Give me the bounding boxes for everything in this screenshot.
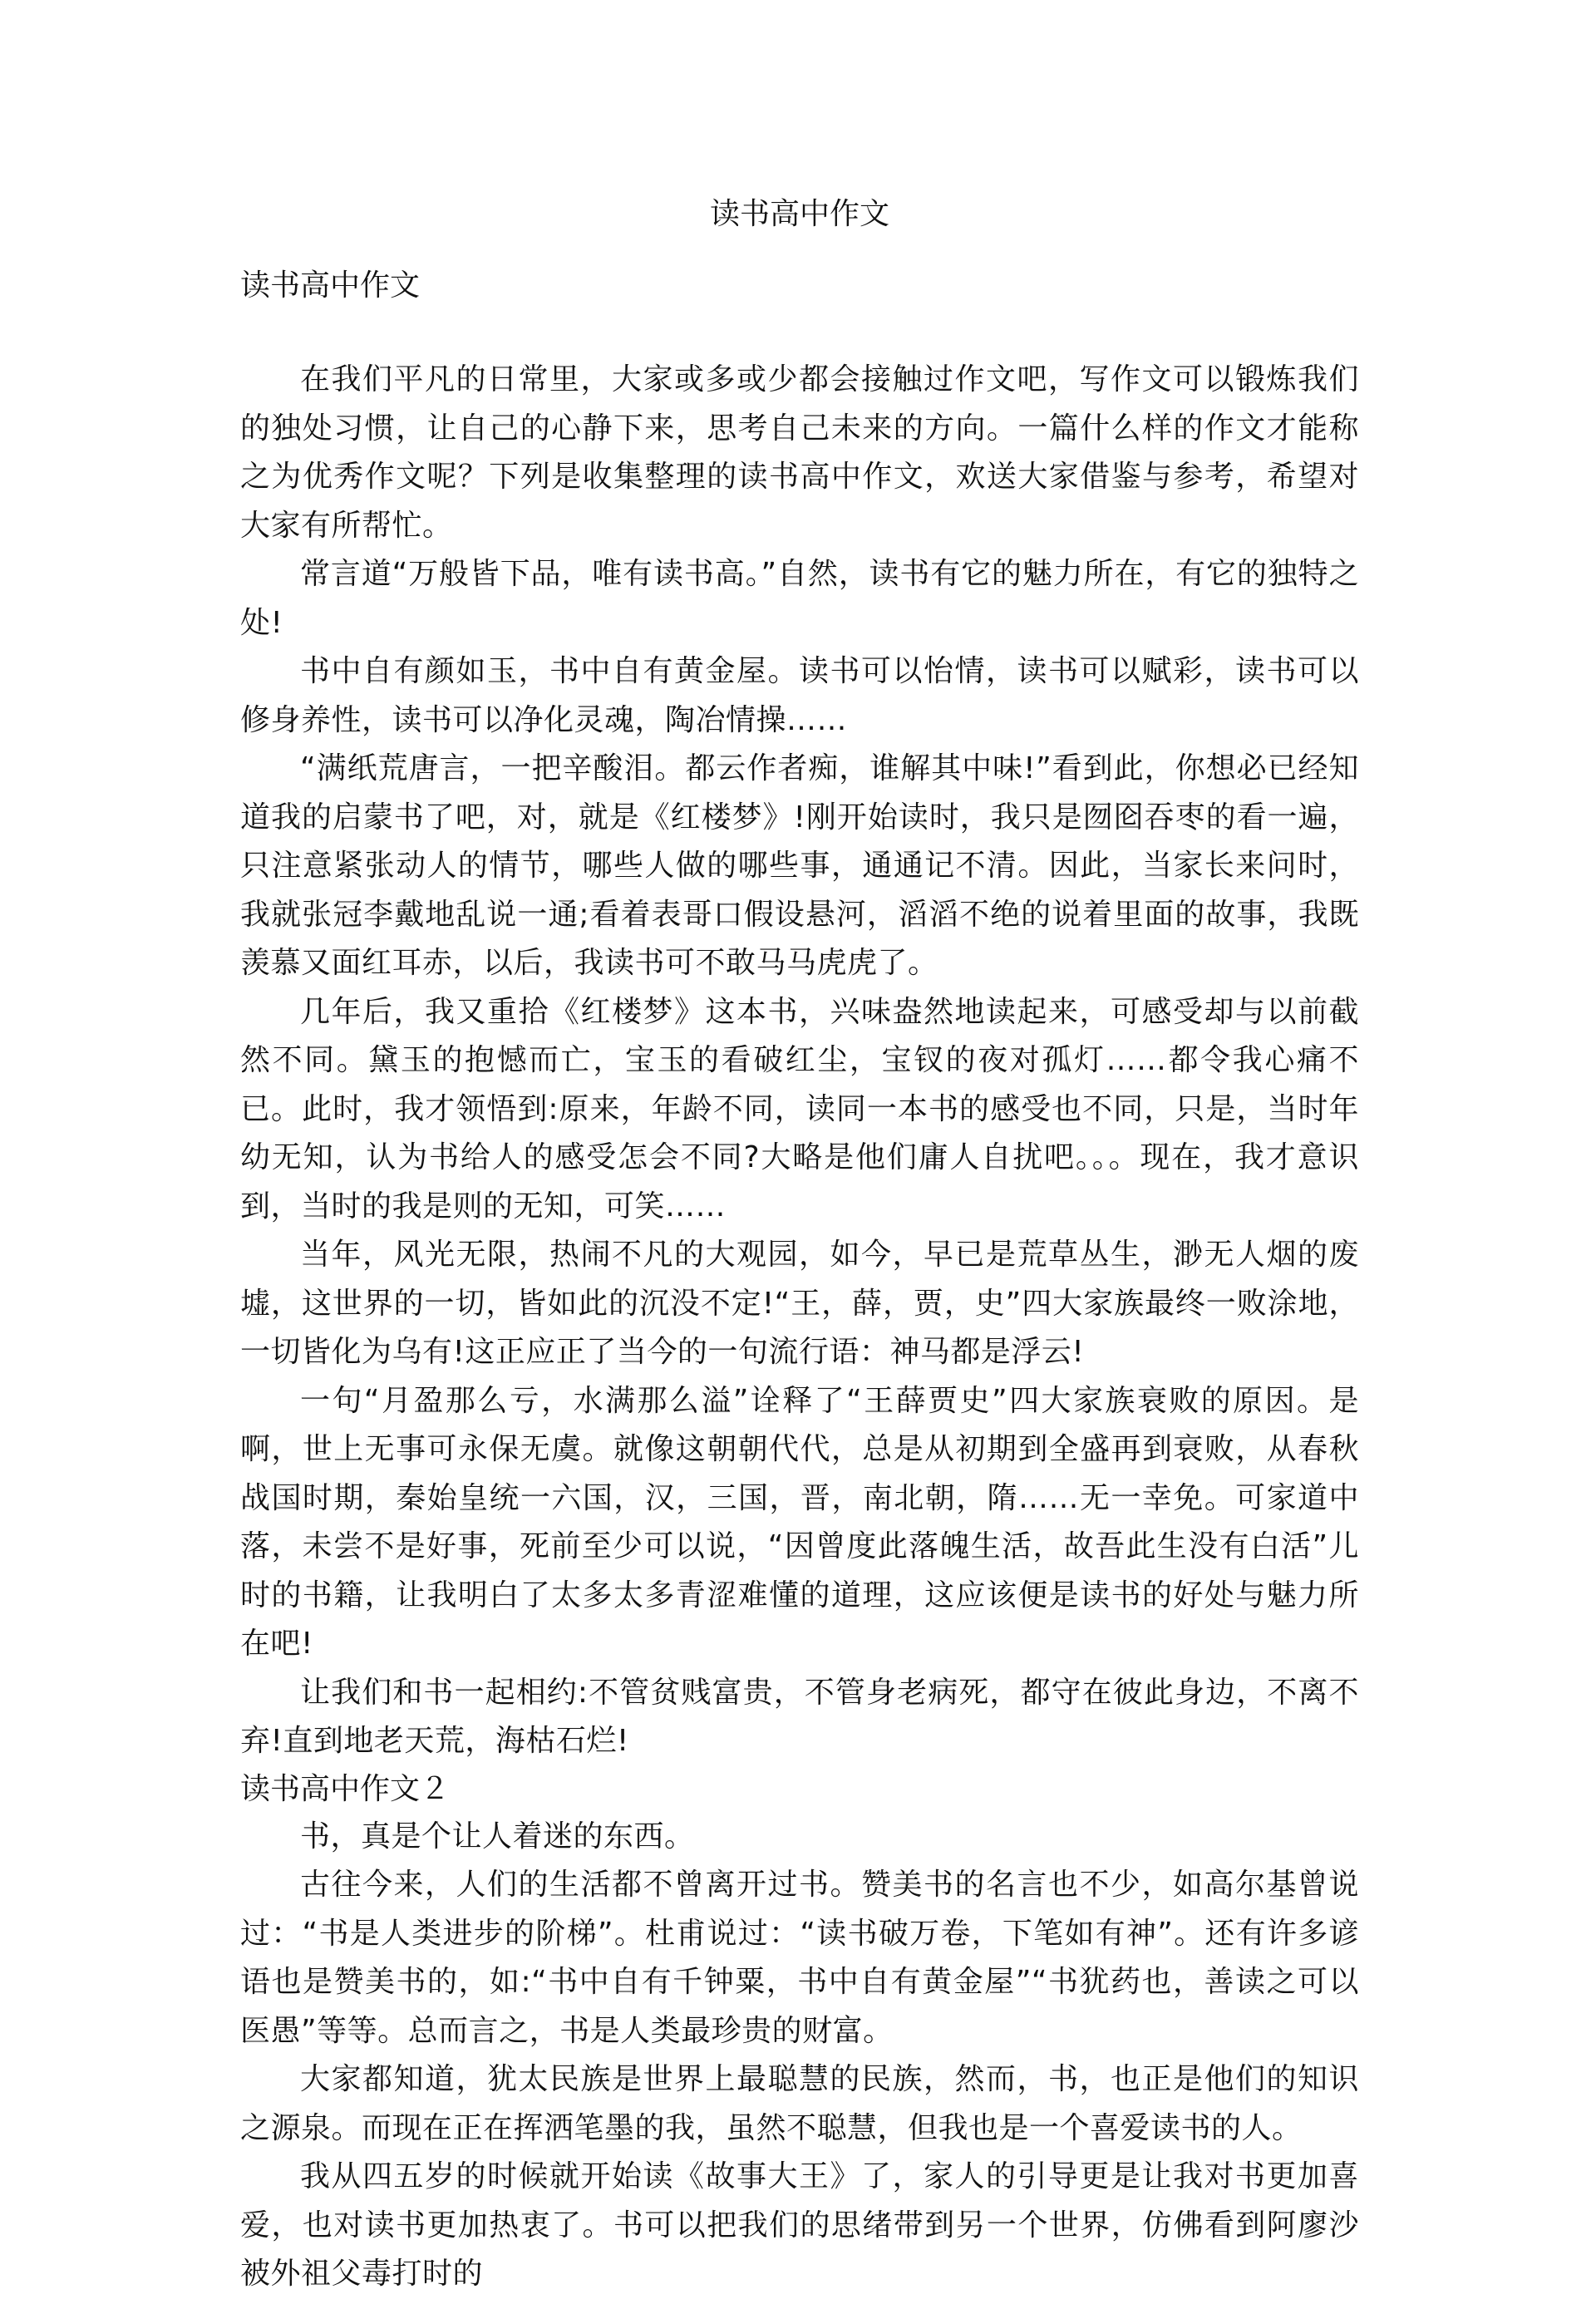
paragraph: “满纸荒唐言，一把辛酸泪。都云作者痴，谁解其中味!”看到此，你想必已经知道我的启蒙书了吧，对，就是《红楼梦》!刚开始读时，我只是囫囵吞枣的看一遍，只注意紧张动人的情节，哪些人做的哪些事，通通记不清。因此，当家长来问时，我就张冠李戴地乱说一通;看着表哥口假设悬河，滔滔不绝的说着里面的故事，我既羡慕又面红耳赤，以后，我读书可不敢马马虎虎了。 <box>240 751 1359 980</box>
paragraph: 当年，风光无限，热闹不凡的大观园，如今，早已是荒草丛生，渺无人烟的废墟，这世界的一切，皆如此的沉没不定!“王，薛，贾，史”四大家族最终一败涂地，一切皆化为乌有!这正应正了当今的一句流行语：神马都是浮云! <box>240 1238 1359 1369</box>
paragraph: 一句“月盈那么亏，水满那么溢”诠释了“王薛贾史”四大家族衰败的原因。是啊，世上无事可永保无虞。就像这朝朝代代，总是从初期到全盛再到衰败，从春秋战国时期，秦始皇统一六国，汉，三国，晋，南北朝，隋……无一幸免。可家道中落，未尝不是好事，死前至少可以说，“因曾度此落魄生活，故吾此生没有白活”儿时的书籍，让我明白了太多太多青涩难懂的道理，这应该便是读书的好处与魅力所在吧! <box>240 1383 1359 1661</box>
paragraph: 书中自有颜如玉，书中自有黄金屋。读书可以怡情，读书可以赋彩，读书可以修身养性，读书可以净化灵魂，陶冶情操…… <box>240 654 1359 737</box>
paragraph: 几年后，我又重拾《红楼梦》这本书，兴味盎然地读起来，可感受却与以前截然不同。黛玉的抱憾而亡，宝玉的看破红尘，宝钗的夜对孤灯……都令我心痛不已。此时，我才领悟到:原来，年龄不同，读同一本书的感受也不同，只是，当时年幼无知，认为书给人的感受怎会不同?大略是他们庸人自扰吧。。。现在，我才意识到，当时的我是则的无知，可笑…… <box>240 994 1359 1223</box>
paragraph: 常言道“万般皆下品，唯有读书高。”自然，读书有它的魅力所在，有它的独特之处! <box>240 557 1359 640</box>
blank-line <box>240 309 1359 356</box>
document-title: 读书高中作文 <box>709 197 889 231</box>
paragraph: 古往今来，人们的生活都不曾离开过书。赞美书的名言也不少，如高尔基曾说过：“书是人类进步的阶梯”。杜甫说过：“读书破万卷，下笔如有神”。还有许多谚语也是赞美书的，如:“书中自有千钟粟，书中自有黄金屋”“书犹药也，善读之可以医愚”等等。总而言之，书是人类最珍贵的财富。 <box>240 1868 1359 2048</box>
paragraph: 让我们和书一起相约:不管贫贱富贵，不管身老病死，都守在彼此身边，不离不弃!直到地老天荒，海枯石烂! <box>240 1675 1359 1758</box>
paragraph: 书，真是个让人着迷的东西。 <box>300 1819 695 1853</box>
paragraph: 大家都知道，犹太民族是世界上最聪慧的民族，然而，书，也正是他们的知识之源泉。而现在正在挥洒笔墨的我，虽然不聪慧，但我也是一个喜爱读书的人。 <box>240 2062 1359 2145</box>
paragraph: 在我们平凡的日常里，大家或多或少都会接触过作文吧，写作文可以锻炼我们的独处习惯，让自己的心静下来，思考自己未来的方向。一篇什么样的作文才能称之为优秀作文呢？下列是收集整理的读书高中作文，欢送大家借鉴与参考，希望对大家有所帮忙。 <box>240 362 1359 543</box>
article-2-heading: 读书高中作文２ <box>240 1771 451 1806</box>
document-page <box>240 191 1359 2299</box>
article-heading: 读书高中作文 <box>240 268 421 303</box>
paragraph: 我从四五岁的时候就开始读《故事大王》了，家人的引导更是让我对书更加喜爱，也对读书更加热衷了。书可以把我们的思绪带到另一个世界，仿佛看到阿廖沙被外祖父毒打时的 <box>240 2159 1359 2291</box>
